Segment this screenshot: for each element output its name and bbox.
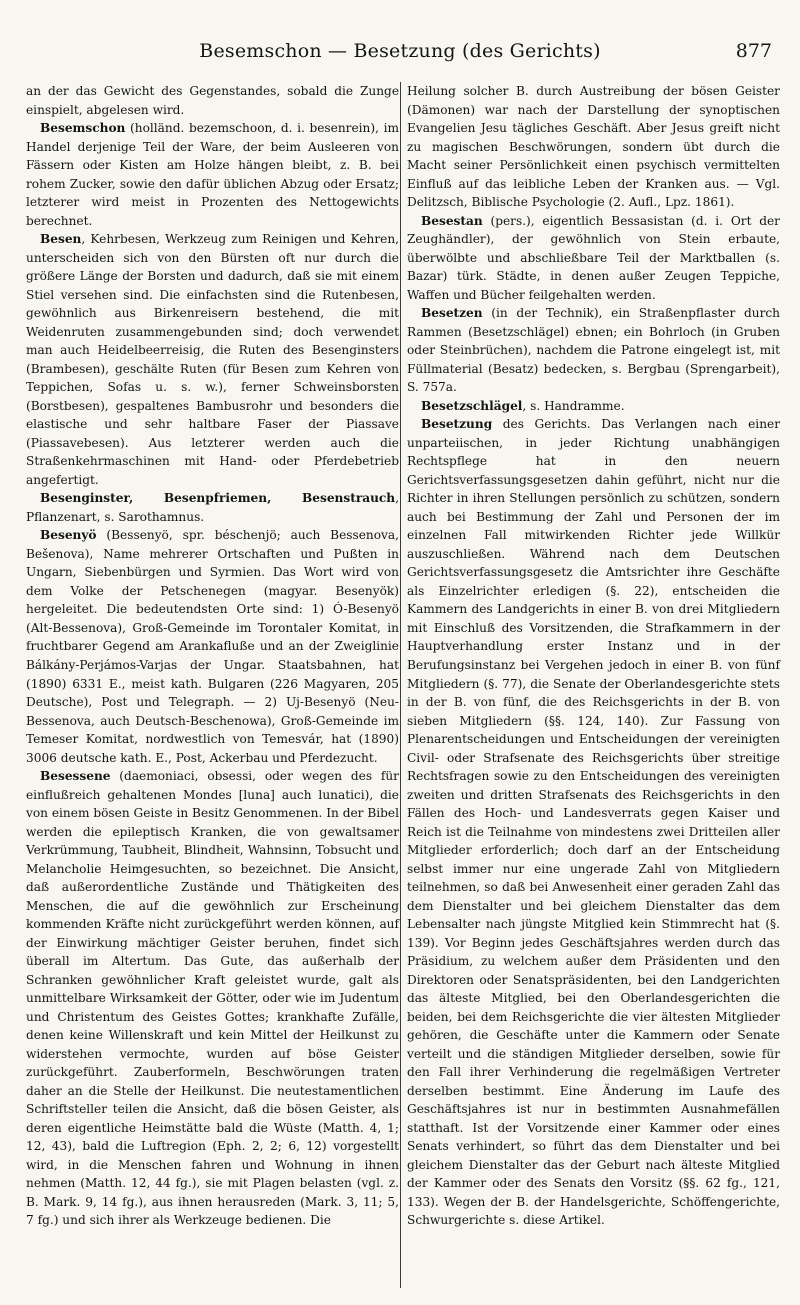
entry-headword: Besessene [40, 769, 111, 784]
entry-headword: Besestan [421, 213, 483, 228]
entry-text: an der das Gewicht des Gegenstandes, sobald die Zunge einspielt, abgelesen wird. [26, 84, 399, 117]
entry-text: (Bessenyö, spr. béschenjö; auch Bessenova, Bešenova), Name mehrerer Ortschaften und Pußten in Ungarn, Siebenbürgen und Syrmien. Das Wort wird von dem Volke der Petschenegen (magyar. Besenyök) hergeleitet. Die bedeutendsten Orte sind: 1) Ó-Besenyö (Alt-Bessenova), Groß-Gemeinde im Torontaler Komitat, in fruchtbarer Gegend am Arankafluße und an der Zweiglinie Bálkány-Perjámos-Varjas der Ungar. Staatsbahnen, hat (1890) 6331 E., meist kath. Bulgaren (226 Magyaren, 205 Deutsche), Post und Telegraph. — 2) Uj-Besenyö (Neu-Bessenova, auch Deutsch-Beschenowa), Groß-Gemeinde im Temeser Komitat, nordwestlich von Temesvár, hat (1890) 3006 deutsche kath. E., Post, Ackerbau und Pferdezucht. [26, 528, 399, 765]
page-number: 877 [735, 40, 772, 62]
entry-continuation [26, 82, 399, 119]
entry-text: (holländ. bezemschoon, d. i. besenrein), im Handel derjenige Teil der Ware, der beim Ausleeren von Fässern oder Kisten am Holze hängen bleibt, z. B. bei rohem Zucker, sowie den dafür üblichen Abzug oder Ersatz; letzterer wird meist in Prozenten des Nettogewichts berechnet. [26, 121, 399, 228]
entry-headword: Besenginster, Besenpfriemen, Besenstrauch [40, 491, 396, 506]
running-title: Besemschon — Besetzung (des Gerichts) [199, 40, 601, 62]
entry-continuation [407, 82, 780, 212]
page-header [26, 40, 774, 70]
right-column [407, 82, 780, 1230]
entry-headword: Besenyö [40, 528, 97, 543]
entry-text: , Pflanzenart, s. Sarothamnus. [26, 491, 399, 524]
entry-besestan [407, 212, 780, 305]
entry-text: , s. Handramme. [522, 398, 625, 413]
entry-text: , Kehrbesen, Werkzeug zum Reinigen und Kehren, unterscheiden sich von den Bürsten oft nur durch die größere Länge der Borsten und dadurch, daß sie mit einem Stiel versehen sind. Die einfachsten sind die Rutenbesen, gewöhnlich aus Birkenreisern bestehend, die mit Weidenruten zusammengebunden sind; doch verwendet man auch Heidelbeerreisig, die Ruten des Besenginsters (Brambesen), geschälte Ruten (für Besen zum Kehren von Teppichen, Sofas u. s. w.), ferner Schweinsborsten (Borstbesen), gespaltenes Bambusrohr und besonders die elastische und sehr haltbare Faser der Piassave (Piassavebesen). Aus letzterer werden auch die Straßenkehrmaschinen mit Hand- oder Pferdebetrieb angefertigt. [26, 232, 399, 487]
entry-besetzen [407, 304, 780, 397]
entry-besenyo [26, 526, 399, 767]
entry-text: Heilung solcher B. durch Austreibung der bösen Geister (Dämonen) war nach der Darstellung der synoptischen Evangelien Jesu tägliches Geschäft. Aber Jesus greift nicht zu magischen Beschwörungen, sondern übt durch die Macht seiner Persönlichkeit einen psychisch vermittelten Einfluß auf das leibliche Leben der Kranken aus. — Vgl. Delitzsch, Biblische Psychologie (2. Aufl., Lpz. 1861). [407, 84, 780, 210]
entry-besetzschlaegel [407, 397, 780, 416]
entry-text: (daemoniaci, obsessi, oder wegen des für einflußreich gehaltenen Mondes [luna] auch lunatici), die von einem bösen Geiste in Besitz Genommenen. In der Bibel werden die epileptisch Kranken, die von gewaltsamer Verkrümmung, Taubheit, Blindheit, Wahnsinn, Tobsucht und Melancholie Heimgesuchten, so bezeichnet. Die Ansicht, daß außerordentliche Zustände und Thätigkeiten des Menschen, die auf die gewöhnlich zur Erscheinung kommenden Kräfte nicht zurückgeführt werden können, auf der Einwirkung mächtiger Geister beruhen, findet sich überall im Altertum. Das Gute, das außerhalb der Schranken gewöhnlicher Kraft geleistet wurde, galt als unmittelbare Wirksamkeit der Götter, oder wie im Judentum und Christentum des Geistes Gottes; krankhafte Zufälle, denen keine Willenskraft und kein Mittel der Heilkunst zu widerstehen vermochte, wurden auf böse Geister zurückgeführt. Zauberformeln, Beschwörungen traten daher an die Stelle der Heilkunst. Die neutestamentlichen Schriftsteller teilen die Ansicht, daß die bösen Geister, als deren eigentliche Heimstätte bald die Wüste (Matth. 4, 1; 12, 43), bald die Luftregion (Eph. 2, 2; 6, 12) vorgestellt wird, in die Menschen fahren und Wohnung in ihnen nehmen (Matth. 12, 44 fg.), sie mit Plagen belasten (vgl. z. B. Mark. 9, 14 fg.), aus ihnen herausreden (Mark. 3, 11; 5, 7 fg.) und sich ihrer als Werkzeuge bedienen. Die [26, 769, 399, 1228]
entry-besetzung [407, 415, 780, 1230]
entry-headword: Besemschon [40, 121, 126, 136]
entry-text: des Gerichts. Das Verlangen nach einer unparteiischen, in jeder Richtung unabhängigen Rechtspflege hat in den neuern Gerichtsverfassungsgesetzen dahin geführt, nicht nur die Richter in ihren Stellungen persönlich zu schützen, sondern auch bei Bestimmung der Zahl und Personen der im einzelnen Fall mitwirkenden Richter jede Willkür auszuschließen. Während nach dem Deutschen Gerichtsverfassungsgesetz die Amtsrichter ihre Geschäfte als Einzelrichter erledigen (§. 22), entscheiden die Kammern des Landgerichts in einer B. von drei Mitgliedern mit Einschluß des Vorsitzenden, die Strafkammern in der Hauptverhandlung erster Instanz und in der Berufungsinstanz bei Vergehen jedoch in einer B. von fünf Mitgliedern (§. 77), die Senate der Oberlandesgerichte stets in der B. von fünf, die des Reichsgerichts in der B. von sieben Mitgliedern (§§. 124, 140). Zur Fassung von Plenarentscheidungen und Entscheidungen der vereinigten Civil- oder Strafsenate des Reichsgerichts über streitige Rechtsfragen sowie zu den Entscheidungen des vereinigten zweiten und dritten Strafsenats des Reichsgerichts in den Fällen des Hoch- und Landesverrats gegen Kaiser und Reich ist die Teilnahme von mindestens zwei Dritteilen aller Mitglieder erforderlich; doch darf an der Entscheidung selbst immer nur eine ungerade Zahl von Mitgliedern teilnehmen, so daß bei Anwesenheit einer geraden Zahl das dem Dienstalter und bei gleichem Dienstalter das dem Lebensalter nach jüngste Mitglied kein Stimmrecht hat (§. 139). Vor Beginn jedes Geschäftsjahres werden durch das Präsidium, zu welchem außer dem Präsidenten und den Direktoren oder Senatspräsidenten, bei den Landgerichten das älteste Mitglied, bei den Oberlandesgerichten die beiden, bei dem Reichsgerichte die vier ältesten Mitglieder gehören, die Geschäfte unter die Kammern oder Senate verteilt und die ständigen Mitglieder derselben, sowie für den Fall ihrer Verhinderung die regelmäßigen Vertreter derselben bestimmt. Eine Änderung im Laufe des Geschäftsjahres ist nur in bestimmten Ausnahmefällen statthaft. Ist der Vorsitzende einer Kammer oder eines Senats verhindert, so führt das dem Dienstalter und bei gleichem Dienstalter das der Geburt nach älteste Mitglied der Kammer oder des Senats den Vorsitz (§§. 62 fg., 121, 133). Wegen der B. der Handelsgerichte, Schöffengerichte, Schwurgerichte s. diese Artikel. [407, 417, 780, 1228]
entry-headword: Besen [40, 232, 82, 247]
left-column [26, 82, 399, 1230]
entry-headword: Besetzen [421, 306, 483, 321]
entry-text: (in der Technik), ein Straßenpflaster durch Rammen (Besetzschlägel) ebnen; ein Bohrloch (in Gruben oder Steinbrüchen), nachdem die Patrone eingelegt ist, mit Füllmaterial (Besatz) bedecken, s. Bergbau (Sprengarbeit), S. 757a. [407, 306, 780, 395]
entry-headword: Besetzung [421, 417, 493, 432]
entry-besen [26, 230, 399, 489]
entry-besemschon [26, 119, 399, 230]
entry-headword: Besetzschlägel [421, 398, 523, 413]
entry-besenginster [26, 489, 399, 526]
entry-text: (pers.), eigentlich Bessasistan (d. i. Ort der Zeughändler), der gewöhnlich von Stein erbaute, überwölbte und abschließbare Teil der Marktballen (s. Bazar) türk. Städte, in denen außer Zeugen Teppiche, Waffen und Bücher feilgehalten werden. [407, 213, 780, 302]
column-divider [400, 82, 401, 1288]
entry-besessene [26, 767, 399, 1230]
